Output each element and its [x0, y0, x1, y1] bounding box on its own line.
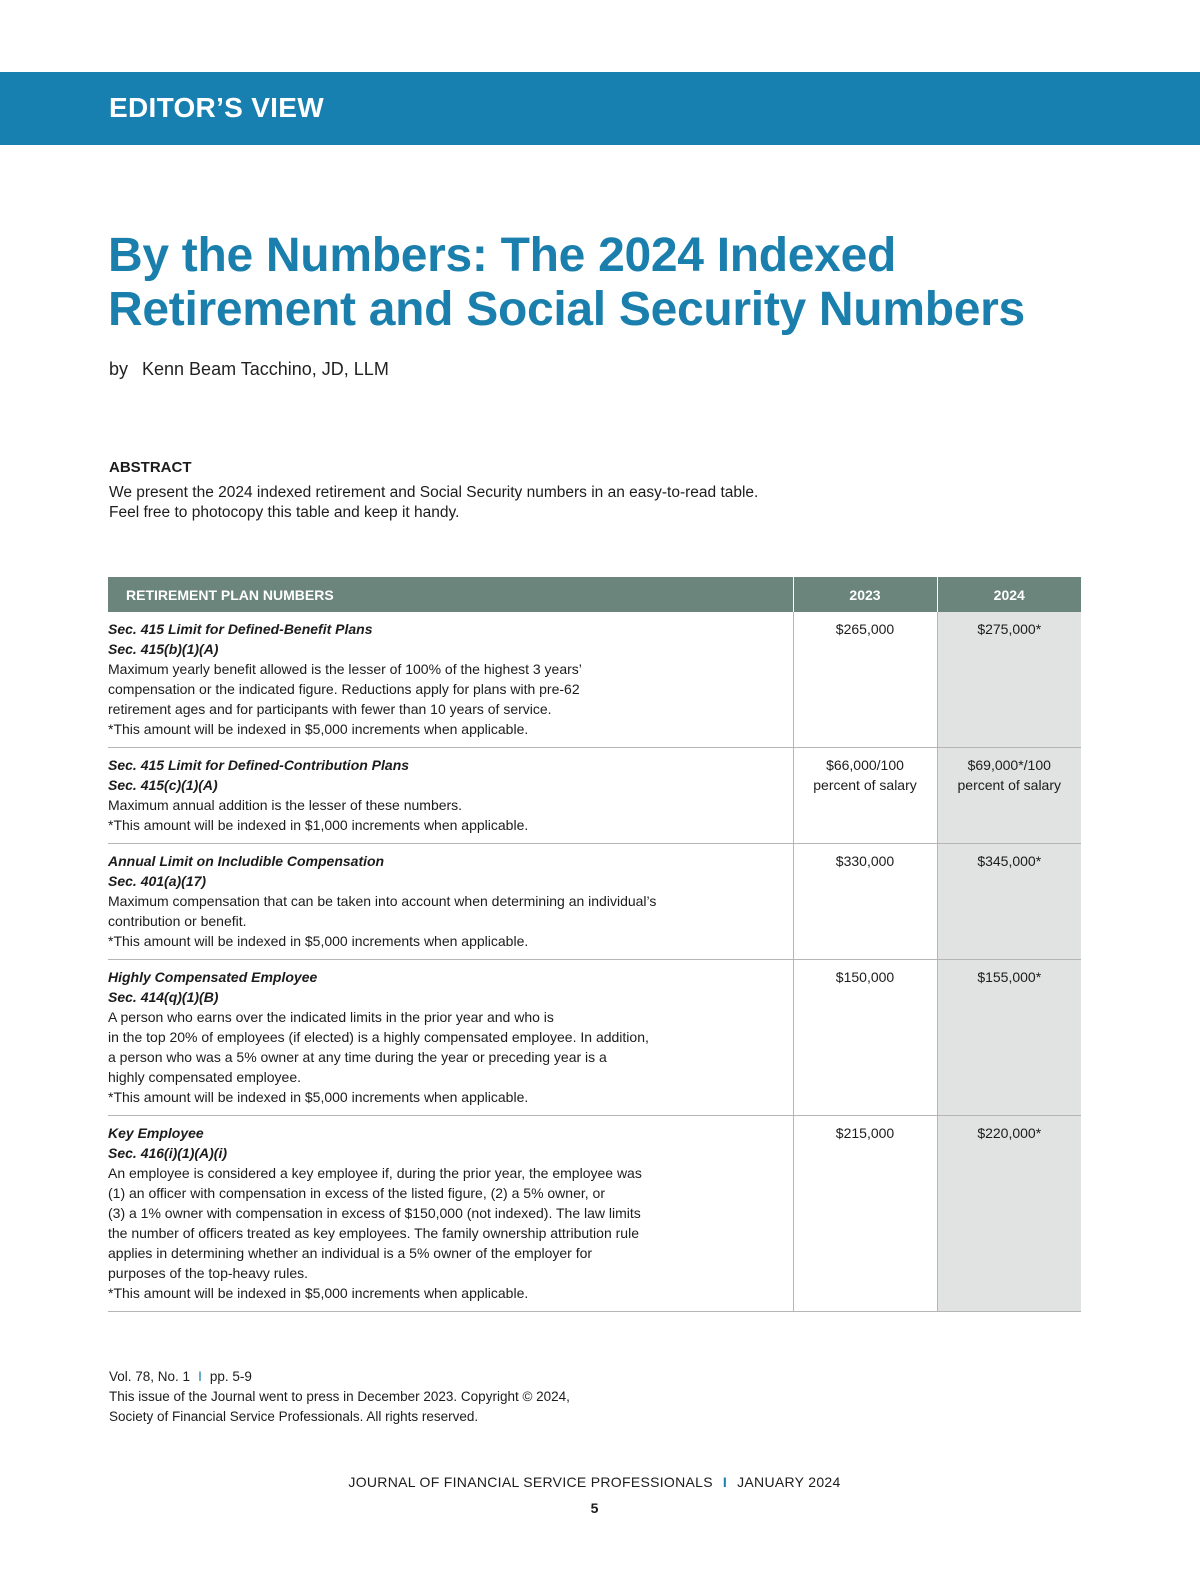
row-description-line: *This amount will be indexed in $1,000 increments when applicable.	[108, 817, 529, 833]
row-description-line: *This amount will be indexed in $5,000 increments when applicable.	[108, 933, 529, 949]
row-description-line: An employee is considered a key employee if, during the prior year, the employee was	[108, 1165, 642, 1181]
byline	[109, 359, 389, 380]
row-description	[108, 612, 793, 748]
row-description-line: in the top 20% of employees (if elected) is a highly compensated employee. In addition,	[108, 1029, 649, 1045]
table-row	[108, 1116, 1081, 1312]
row-description-line: *This amount will be indexed in $5,000 increments when applicable.	[108, 1089, 529, 1105]
row-section-code: Sec. 415(c)(1)(A)	[108, 777, 218, 793]
table-row	[108, 748, 1081, 844]
issue-date: JANUARY 2024	[737, 1474, 841, 1490]
value-2024	[937, 612, 1081, 748]
row-description-line: the number of officers treated as key employees. The family ownership attribution rule	[108, 1225, 639, 1241]
row-title: Annual Limit on Includible Compensation	[108, 853, 385, 869]
row-title: Sec. 415 Limit for Defined-Benefit Plans	[108, 621, 373, 637]
value-2023-line: percent of salary	[813, 777, 917, 793]
value-2024	[937, 1116, 1081, 1312]
value-2023-line: $265,000	[835, 621, 895, 637]
volume-line	[109, 1367, 570, 1387]
journal-name: JOURNAL OF FINANCIAL SERVICE PROFESSIONALS	[348, 1474, 713, 1490]
abstract-line: We present the 2024 indexed retirement and Social Security numbers in an easy-to-read table.	[109, 484, 759, 501]
row-title: Highly Compensated Employee	[108, 969, 318, 985]
value-2024-line: $345,000*	[977, 853, 1042, 869]
row-description-line: A person who earns over the indicated limits in the prior year and who is	[108, 1009, 554, 1025]
row-description-line: Maximum annual addition is the lesser of these numbers.	[108, 797, 463, 813]
row-description-line: Maximum compensation that can be taken into account when determining an individual’s	[108, 893, 657, 909]
row-description-line: purposes of the top-heavy rules.	[108, 1265, 309, 1281]
row-description-line: contribution or benefit.	[108, 913, 247, 929]
column-header-2023: 2023	[793, 577, 937, 612]
value-2024-line: percent of salary	[957, 777, 1061, 793]
row-description	[108, 960, 793, 1116]
row-description-line: applies in determining whether an individual is a 5% owner of the employer for	[108, 1245, 593, 1261]
value-2023	[793, 960, 937, 1116]
row-section-code: Sec. 414(q)(1)(B)	[108, 989, 219, 1005]
value-2024	[937, 748, 1081, 844]
section-label: EDITOR’S VIEW	[109, 92, 324, 123]
row-section-code: Sec. 401(a)(17)	[108, 873, 207, 889]
table-row	[108, 612, 1081, 748]
row-description-line: retirement ages and for participants with fewer than 10 years of service.	[108, 701, 552, 717]
row-section-code: Sec. 416(i)(1)(A)(i)	[108, 1145, 228, 1161]
column-header-2024: 2024	[937, 577, 1081, 612]
value-2023-line: $66,000/100	[826, 757, 904, 773]
value-2024-line: $69,000*/100	[967, 757, 1051, 773]
value-2024-line: $220,000*	[977, 1125, 1042, 1141]
abstract-heading: ABSTRACT	[109, 459, 192, 476]
retirement-plan-table	[108, 577, 1081, 1312]
volume-separator: I	[198, 1369, 202, 1384]
value-2024	[937, 960, 1081, 1116]
row-title: Key Employee	[108, 1125, 204, 1141]
value-2023	[793, 1116, 937, 1312]
volume: Vol. 78, No. 1	[109, 1369, 191, 1384]
value-2024	[937, 844, 1081, 960]
table-row	[108, 960, 1081, 1116]
value-2023-line: $215,000	[835, 1125, 895, 1141]
row-description-line: compensation or the indicated figure. Reductions apply for plans with pre-62	[108, 681, 580, 697]
row-description-line: highly compensated employee.	[108, 1069, 302, 1085]
value-2024-line: $275,000*	[977, 621, 1042, 637]
row-description-line: *This amount will be indexed in $5,000 increments when applicable.	[108, 1285, 529, 1301]
table-row	[108, 844, 1081, 960]
row-title: Sec. 415 Limit for Defined-Contribution Plans	[108, 757, 410, 773]
pages: pp. 5-9	[209, 1369, 252, 1384]
footer-separator: I	[722, 1474, 728, 1490]
row-section-code: Sec. 415(b)(1)(A)	[108, 641, 219, 657]
issue-info	[109, 1367, 570, 1427]
abstract-line: Feel free to photocopy this table and keep it handy.	[109, 504, 460, 521]
row-description	[108, 748, 793, 844]
title-line-1: By the Numbers: The 2024 Indexed	[108, 229, 896, 282]
byline-prefix: by	[109, 359, 129, 379]
value-2023	[793, 844, 937, 960]
article-title	[108, 229, 1108, 337]
value-2023	[793, 612, 937, 748]
press-line: This issue of the Journal went to press in December 2023. Copyright © 2024,	[109, 1389, 570, 1404]
table-header-row	[108, 577, 1081, 612]
title-line-2: Retirement and Social Security Numbers	[108, 283, 1025, 336]
value-2023-line: $330,000	[835, 853, 895, 869]
row-description-line: a person who was a 5% owner at any time during the year or preceding year is a	[108, 1049, 607, 1065]
value-2023	[793, 748, 937, 844]
page-footer	[0, 1474, 1189, 1490]
abstract-body	[109, 483, 758, 523]
value-2024-line: $155,000*	[977, 969, 1042, 985]
value-2023-line: $150,000	[835, 969, 895, 985]
section-banner	[0, 72, 1200, 145]
row-description-line: (3) a 1% owner with compensation in excess of $150,000 (not indexed). The law limits	[108, 1205, 641, 1221]
row-description	[108, 1116, 793, 1312]
row-description-line: (1) an officer with compensation in excess of the listed figure, (2) a 5% owner, or	[108, 1185, 605, 1201]
row-description-line: *This amount will be indexed in $5,000 increments when applicable.	[108, 721, 529, 737]
column-header-plan-numbers: RETIREMENT PLAN NUMBERS	[108, 577, 793, 612]
author-name: Kenn Beam Tacchino, JD, LLM	[142, 359, 389, 379]
row-description	[108, 844, 793, 960]
page-number: 5	[590, 1500, 599, 1516]
row-description-line: Maximum yearly benefit allowed is the lesser of 100% of the highest 3 years’	[108, 661, 582, 677]
rights-line: Society of Financial Service Professionals. All rights reserved.	[109, 1409, 479, 1424]
